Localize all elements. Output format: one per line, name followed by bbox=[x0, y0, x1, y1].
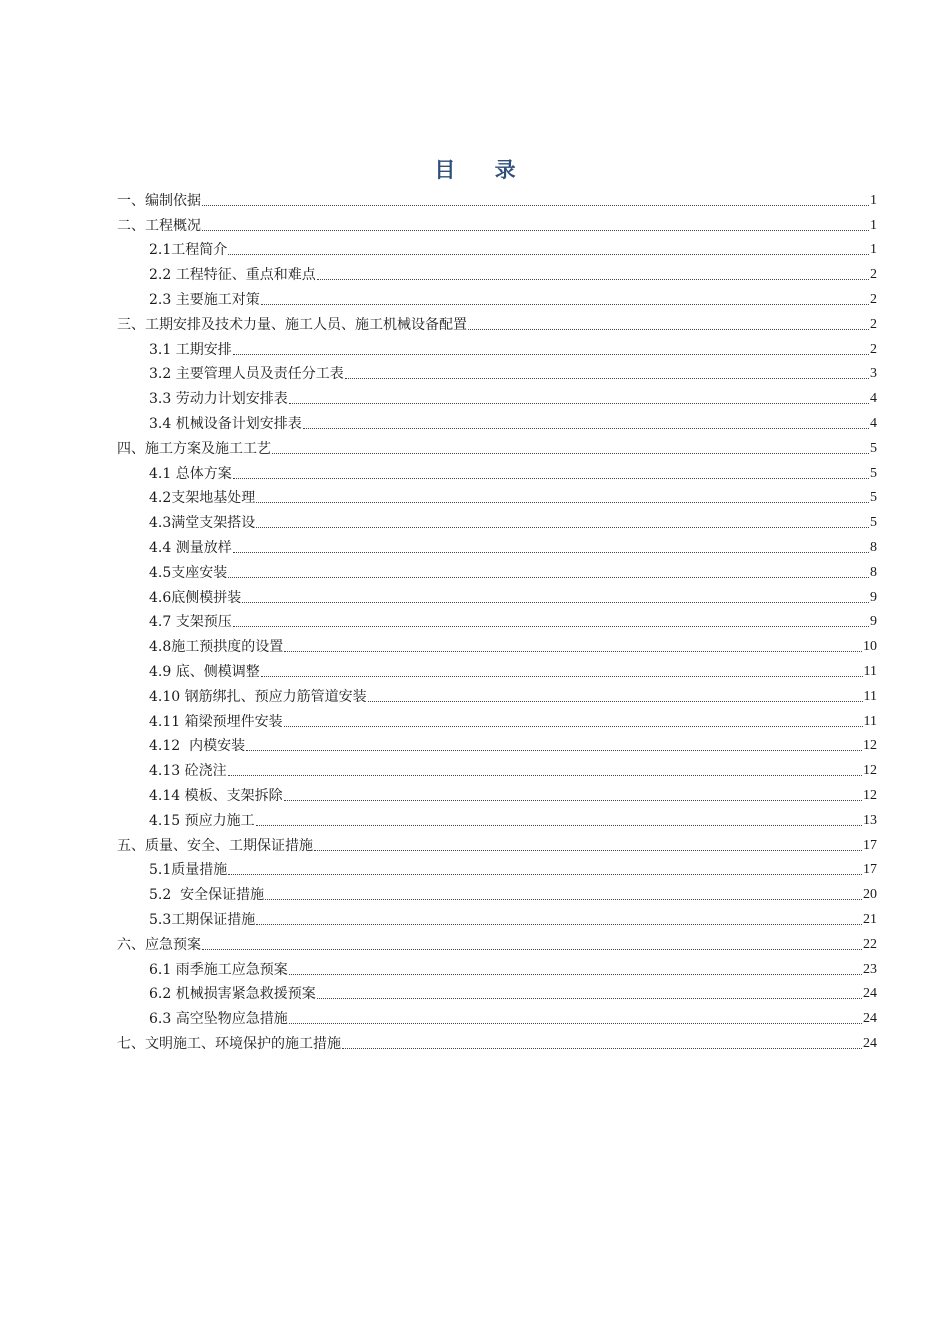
toc-entry-page-number: 1 bbox=[870, 217, 877, 233]
toc-dot-leader bbox=[314, 850, 862, 851]
toc-entry[interactable] bbox=[117, 507, 877, 532]
toc-list bbox=[117, 185, 877, 1053]
toc-entry[interactable] bbox=[117, 929, 877, 954]
toc-dot-leader bbox=[272, 453, 869, 454]
toc-entry-label: 三、工期安排及技术力量、施工人员、施工机械设备配置 bbox=[117, 316, 467, 333]
toc-entry[interactable] bbox=[117, 408, 877, 433]
toc-entry-page-number: 1 bbox=[870, 242, 877, 258]
toc-entry[interactable] bbox=[117, 259, 877, 284]
toc-entry-label: 2.1工程简介 bbox=[149, 242, 228, 259]
toc-entry-page-number: 5 bbox=[870, 440, 877, 456]
toc-entry[interactable] bbox=[117, 780, 877, 805]
toc-dot-leader bbox=[242, 602, 869, 603]
toc-entry[interactable] bbox=[117, 1003, 877, 1028]
toc-entry[interactable] bbox=[117, 235, 877, 260]
toc-dot-leader bbox=[256, 502, 869, 503]
toc-entry-label: 3.2 主要管理人员及责任分工表 bbox=[149, 366, 344, 383]
toc-entry[interactable] bbox=[117, 731, 877, 756]
toc-dot-leader bbox=[284, 651, 862, 652]
toc-entry-page-number: 24 bbox=[863, 1035, 877, 1051]
toc-dot-leader bbox=[228, 254, 869, 255]
toc-entry[interactable] bbox=[117, 383, 877, 408]
toc-entry-label: 4.8施工预拱度的设置 bbox=[149, 639, 284, 656]
toc-entry-page-number: 10 bbox=[863, 639, 877, 655]
toc-dot-leader bbox=[228, 577, 869, 578]
toc-entry-label: 2.3 主要施工对策 bbox=[149, 291, 260, 308]
toc-entry-label: 5.2 安全保证措施 bbox=[149, 887, 265, 904]
toc-entry[interactable] bbox=[117, 532, 877, 557]
toc-entry-label: 二、工程概况 bbox=[117, 217, 201, 234]
toc-entry[interactable] bbox=[117, 334, 877, 359]
toc-entry-label: 2.2 工程特征、重点和难点 bbox=[149, 267, 316, 284]
toc-entry-label: 5.1质量措施 bbox=[149, 862, 228, 879]
toc-dot-leader bbox=[233, 552, 869, 553]
toc-entry[interactable] bbox=[117, 706, 877, 731]
toc-dot-leader bbox=[289, 403, 869, 404]
toc-entry-label: 3.4 机械设备计划安排表 bbox=[149, 415, 302, 432]
toc-title: 目 录 bbox=[434, 158, 532, 182]
toc-entry[interactable] bbox=[117, 656, 877, 681]
toc-entry-page-number: 17 bbox=[863, 837, 877, 853]
toc-entry-page-number: 12 bbox=[863, 738, 877, 754]
toc-dot-leader bbox=[246, 750, 862, 751]
toc-entry-label: 4.15 预应力施工 bbox=[149, 812, 255, 829]
toc-dot-leader bbox=[368, 701, 863, 702]
toc-entry-page-number: 24 bbox=[863, 986, 877, 1002]
toc-dot-leader bbox=[228, 874, 862, 875]
toc-entry-label: 4.2支架地基处理 bbox=[149, 490, 256, 507]
toc-dot-leader bbox=[202, 205, 869, 206]
toc-entry-page-number: 2 bbox=[870, 341, 877, 357]
toc-entry-label: 4.3满堂支架搭设 bbox=[149, 515, 256, 532]
toc-entry[interactable] bbox=[117, 582, 877, 607]
toc-dot-leader bbox=[256, 825, 862, 826]
toc-entry-page-number: 24 bbox=[863, 1011, 877, 1027]
toc-entry-page-number: 4 bbox=[870, 415, 877, 431]
toc-entry-page-number: 20 bbox=[863, 887, 877, 903]
toc-entry-label: 6.2 机械损害紧急救援预案 bbox=[149, 986, 316, 1003]
toc-dot-leader bbox=[284, 726, 863, 727]
toc-entry-label: 4.5支座安装 bbox=[149, 564, 228, 581]
toc-entry[interactable] bbox=[117, 904, 877, 929]
toc-entry[interactable] bbox=[117, 1028, 877, 1053]
toc-dot-leader bbox=[289, 1023, 862, 1024]
toc-dot-leader bbox=[317, 998, 862, 999]
toc-entry[interactable] bbox=[117, 755, 877, 780]
toc-dot-leader bbox=[202, 230, 869, 231]
toc-entry-label: 4.9 底、侧模调整 bbox=[149, 663, 260, 680]
toc-dot-leader bbox=[345, 378, 869, 379]
toc-entry-page-number: 22 bbox=[863, 936, 877, 952]
toc-entry-label: 6.1 雨季施工应急预案 bbox=[149, 961, 288, 978]
toc-entry[interactable] bbox=[117, 879, 877, 904]
toc-entry-page-number: 8 bbox=[870, 539, 877, 555]
toc-entry-page-number: 21 bbox=[863, 911, 877, 927]
toc-dot-leader bbox=[256, 924, 862, 925]
toc-entry[interactable] bbox=[117, 954, 877, 979]
toc-entry-page-number: 17 bbox=[863, 862, 877, 878]
toc-dot-leader bbox=[342, 1048, 862, 1049]
toc-entry-label: 4.1 总体方案 bbox=[149, 465, 232, 482]
toc-entry-page-number: 12 bbox=[863, 787, 877, 803]
toc-entry-label: 4.4 测量放样 bbox=[149, 539, 232, 556]
toc-dot-leader bbox=[468, 329, 869, 330]
toc-entry-label: 4.13 砼浇注 bbox=[149, 763, 227, 780]
toc-entry[interactable] bbox=[117, 185, 877, 210]
toc-entry[interactable] bbox=[117, 458, 877, 483]
toc-entry-page-number: 23 bbox=[863, 961, 877, 977]
toc-dot-leader bbox=[233, 626, 869, 627]
toc-entry-page-number: 13 bbox=[863, 812, 877, 828]
toc-entry-label: 五、质量、安全、工期保证措施 bbox=[117, 837, 313, 854]
toc-entry-page-number: 11 bbox=[863, 713, 877, 729]
toc-entry-page-number: 2 bbox=[870, 291, 877, 307]
toc-entry[interactable] bbox=[117, 830, 877, 855]
toc-entry-label: 4.11 箱梁预埋件安装 bbox=[149, 713, 283, 730]
toc-entry[interactable] bbox=[117, 681, 877, 706]
toc-entry[interactable] bbox=[117, 433, 877, 458]
toc-entry-label: 四、施工方案及施工工艺 bbox=[117, 440, 271, 457]
toc-entry[interactable] bbox=[117, 631, 877, 656]
toc-entry-page-number: 9 bbox=[870, 589, 877, 605]
toc-dot-leader bbox=[233, 478, 869, 479]
toc-dot-leader bbox=[303, 428, 869, 429]
toc-entry-page-number: 5 bbox=[870, 465, 877, 481]
toc-entry[interactable] bbox=[117, 979, 877, 1004]
toc-entry-page-number: 2 bbox=[870, 316, 877, 332]
toc-entry-page-number: 8 bbox=[870, 564, 877, 580]
toc-entry-page-number: 5 bbox=[870, 515, 877, 531]
toc-entry-label: 3.3 劳动力计划安排表 bbox=[149, 391, 288, 408]
toc-entry[interactable] bbox=[117, 210, 877, 235]
toc-entry-label: 4.7 支架预压 bbox=[149, 614, 232, 631]
toc-dot-leader bbox=[289, 974, 862, 975]
toc-entry-label: 4.6底侧模拼装 bbox=[149, 589, 242, 606]
toc-entry-label: 七、文明施工、环境保护的施工措施 bbox=[117, 1035, 341, 1052]
toc-entry-page-number: 5 bbox=[870, 490, 877, 506]
toc-dot-leader bbox=[233, 354, 869, 355]
toc-entry-label: 3.1 工期安排 bbox=[149, 341, 232, 358]
toc-entry-label: 5.3工期保证措施 bbox=[149, 911, 256, 928]
toc-dot-leader bbox=[261, 676, 863, 677]
toc-entry-label: 4.10 钢筋绑扎、预应力筋管道安装 bbox=[149, 688, 367, 705]
toc-dot-leader bbox=[261, 304, 869, 305]
toc-entry-page-number: 1 bbox=[870, 192, 877, 208]
toc-entry-page-number: 11 bbox=[863, 688, 877, 704]
toc-dot-leader bbox=[256, 527, 869, 528]
toc-dot-leader bbox=[265, 899, 862, 900]
toc-entry[interactable] bbox=[117, 607, 877, 632]
toc-entry-page-number: 4 bbox=[870, 391, 877, 407]
toc-entry-label: 4.12 内模安装 bbox=[149, 738, 246, 755]
toc-entry-page-number: 9 bbox=[870, 614, 877, 630]
toc-entry-page-number: 3 bbox=[870, 366, 877, 382]
toc-entry[interactable] bbox=[117, 359, 877, 384]
toc-entry-page-number: 12 bbox=[863, 763, 877, 779]
toc-entry-label: 一、编制依据 bbox=[117, 192, 201, 209]
toc-entry[interactable] bbox=[117, 855, 877, 880]
toc-entry[interactable] bbox=[117, 309, 877, 334]
toc-entry-page-number: 11 bbox=[863, 663, 877, 679]
toc-entry[interactable] bbox=[117, 557, 877, 582]
toc-entry-label: 6.3 高空坠物应急措施 bbox=[149, 1011, 288, 1028]
toc-entry-label: 4.14 模板、支架拆除 bbox=[149, 787, 283, 804]
toc-entry[interactable] bbox=[117, 284, 877, 309]
toc-dot-leader bbox=[284, 800, 862, 801]
toc-entry[interactable] bbox=[117, 805, 877, 830]
toc-entry-label: 六、应急预案 bbox=[117, 936, 201, 953]
toc-dot-leader bbox=[202, 949, 862, 950]
toc-dot-leader bbox=[228, 775, 862, 776]
toc-entry-page-number: 2 bbox=[870, 267, 877, 283]
toc-entry[interactable] bbox=[117, 483, 877, 508]
toc-dot-leader bbox=[317, 279, 869, 280]
